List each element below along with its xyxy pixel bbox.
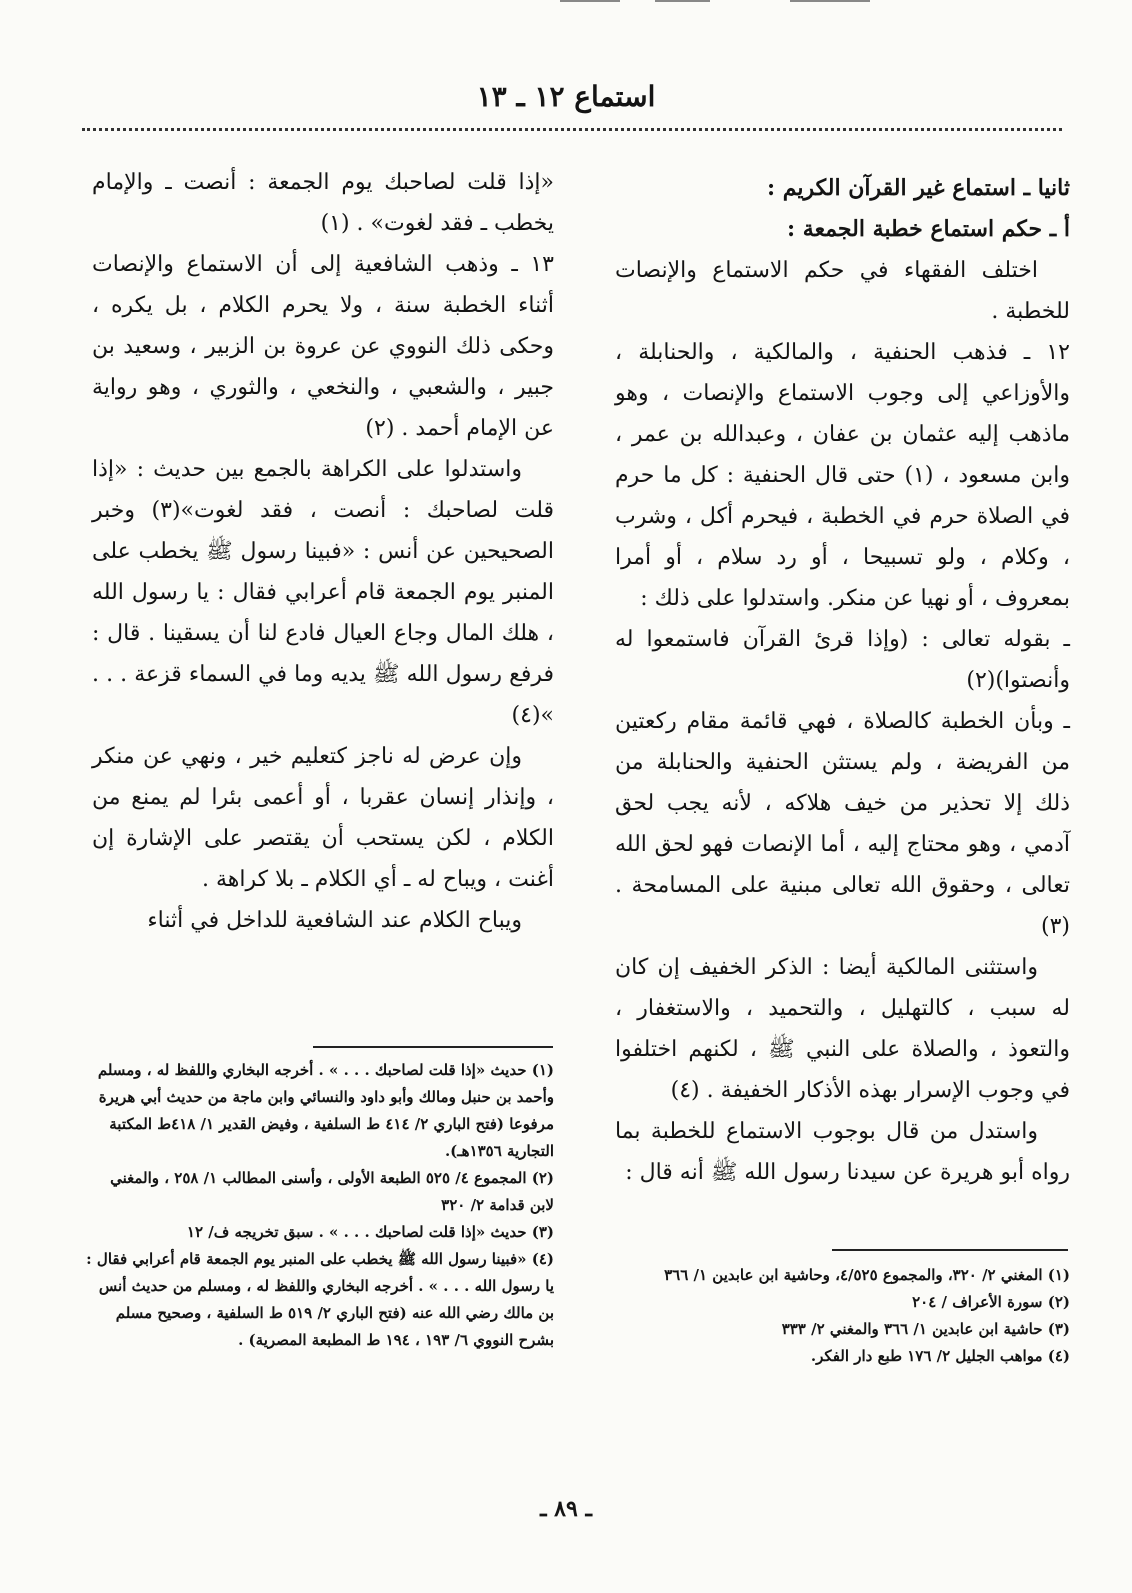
footnote: (١) حديث «إذا قلت لصاحبك . . . » . أخرجه البخاري واللفظ له ، ومسلم وأحمد بن حنبل ومالك وأبو داود والنسائي وابن ماجة من حديث أبي هريرة مرفوعا (فتح الباري ٢/ ٤١٤ ط السلفية ، وفيض القدير ١/ ٤١٨ط المكتبة التجارية ١٣٥٦هـ).: [97, 1061, 554, 1160]
footnote: (٣) حديث «إذا قلت لصاحبك . . . » . سبق تخريجه ف/ ١٢: [186, 1223, 554, 1241]
paragraph: واستثنى المالكية أيضا : الذكر الخفيف إن كان له سبب ، كالتهليل ، والتحميد ، والاستغفار ، والتعوذ ، والصلاة على النبي ﷺ ، لكنهم اختلفوا في وجوب الإسرار بهذه الأذكار الخفيفة . (٤): [615, 955, 1070, 1103]
footnote-separator: [313, 1046, 553, 1048]
page-number: ـ ٨٩ ـ: [540, 1496, 592, 1522]
paragraph: اختلف الفقهاء في حكم الاستماع والإنصات للخطبة .: [615, 258, 1070, 324]
paragraph: وإن عرض له ناجز كتعليم خير ، ونهي عن منكر ، وإنذار إنسان عقربا ، أو أعمى بئرا لم يمنع من الكلام ، لكن يستحب أن يقتصر على الإشارة إن أغنت ، ويباح له ـ أي الكلام ـ بلا كراهة .: [92, 744, 554, 892]
footnote-separator: [832, 1249, 1068, 1251]
top-edge-mark: [790, 0, 870, 8]
footnotes-right: [615, 1262, 1070, 1370]
footnote: (١) المغني ٢/ ٣٢٠، والمجموع ٤/٥٢٥، وحاشية ابن عابدين ١/ ٣٦٦: [664, 1266, 1070, 1284]
top-edge-mark: [560, 0, 620, 8]
paragraph: ١٣ ـ وذهب الشافعية إلى أن الاستماع والإنصات أثناء الخطبة سنة ، ولا يحرم الكلام ، بل يكره ، وحكى ذلك النووي عن عروة بن الزبير ، وسعيد بن جبير ، والشعبي ، والنخعي ، والثوري ، وهو رواية عن الإمام أحمد . (٢): [92, 252, 554, 441]
footnote: (٤) «فبينا رسول الله ﷺ يخطب على المنبر يوم الجمعة قام أعرابي فقال : يا رسول الله . . . » . أخرجه البخاري واللفظ له ، ومسلم من حديث أنس بن مالك رضي الله عنه (فتح الباري ٢/ ٥١٩ ط السلفية ، وصحيح مسلم بشرح النووي ٦/ ١٩٣ ، ١٩٤ ط المطبعة المصرية) .: [86, 1250, 554, 1349]
footnote: (٢) المجموع ٤/ ٥٢٥ الطبعة الأولى ، وأسنى المطالب ١/ ٢٥٨ ، والمغني لابن قدامة ٢/ ٣٢٠: [110, 1169, 554, 1214]
top-edge-mark: [655, 0, 710, 8]
paragraph: واستدل من قال بوجوب الاستماع للخطبة بما رواه أبو هريرة عن سيدنا رسول الله ﷺ أنه قال :: [615, 1119, 1070, 1185]
section-heading: ثانيا ـ استماع غير القرآن الكريم :: [766, 175, 1070, 201]
footnote: (٤) مواهب الجليل ٢/ ١٧٦ طبع دار الفكر.: [810, 1347, 1070, 1365]
footnotes-left: [82, 1057, 554, 1354]
right-column: [615, 168, 1070, 1193]
paragraph: «إذا قلت لصاحبك يوم الجمعة : أنصت ـ والإمام يخطب ـ فقد لغوت» . (١): [92, 170, 554, 236]
paragraph: ١٢ ـ فذهب الحنفية ، والمالكية ، والحنابلة ، والأوزاعي إلى وجوب الاستماع والإنصات ، وهو ماذهب إليه عثمان بن عفان ، وعبدالله بن عمر ، وابن مسعود ، (١) حتى قال الحنفية : كل ما حرم في الصلاة حرم في الخطبة ، فيحرم أكل ، وشرب ، وكلام ، ولو تسبيحا ، أو رد سلام ، أو أمرا بمعروف ، أو نهيا عن منكر. واستدلوا على ذلك :: [615, 340, 1070, 611]
paragraph: ـ بقوله تعالى : (وإذا قرئ القرآن فاستمعوا له وأنصتوا)(٢): [615, 627, 1070, 693]
paragraph: واستدلوا على الكراهة بالجمع بين حديث : «إذا قلت لصاحبك : أنصت ، فقد لغوت»(٣) وخبر الصحيحين عن أنس : «فبينا رسول ﷺ يخطب على المنبر يوم الجمعة قام أعرابي فقال : يا رسول الله ، هلك المال وجاع العيال فادع لنا أن يسقينا . قال : فرفع رسول الله ﷺ يديه وما في السماء قزعة . . . »(٤): [92, 457, 554, 728]
paragraph: ـ وبأن الخطبة كالصلاة ، فهي قائمة مقام ركعتين من الفريضة ، ولم يستثن الحنفية والحنابلة من ذلك إلا تحذير من خيف هلاكه ، لأنه يجب لحق آدمي ، وهو محتاج إليه ، أما الإنصات فهو لحق الله تعالى ، وحقوق الله تعالى مبنية على المسامحة . (٣): [615, 709, 1070, 939]
page-title: استماع ١٢ ـ ١٣: [476, 80, 656, 113]
footnote: (٣) حاشية ابن عابدين ١/ ٣٦٦ والمغني ٢/ ٣٣٣: [781, 1320, 1070, 1338]
subsection-heading: أ ـ حكم استماع خطبة الجمعة :: [787, 216, 1070, 242]
footnote: (٢) سورة الأعراف / ٢٠٤: [912, 1293, 1070, 1311]
left-column: [92, 162, 554, 941]
paragraph: ويباح الكلام عند الشافعية للداخل في أثناء: [147, 908, 522, 933]
header-divider: [82, 128, 1062, 131]
